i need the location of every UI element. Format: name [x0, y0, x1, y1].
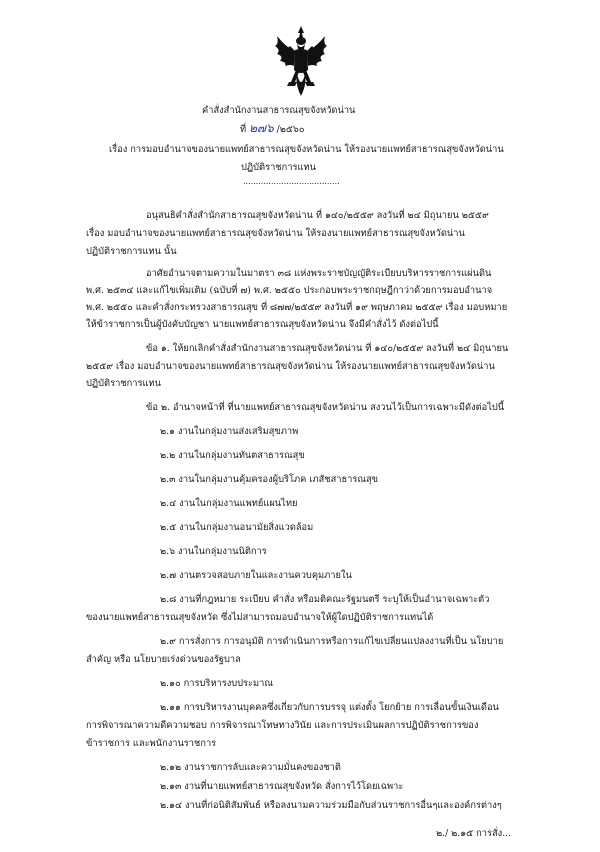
list-item: ๒.๓ งานในกลุ่มงานคุ้มครองผู้บริโภค เภสัชสาธารณสุข	[160, 474, 379, 485]
list-item: ๒.๗ งานตรวจสอบภายในและงานควบคุมภายใน	[160, 570, 352, 581]
list-item: ๒.๒ งานในกลุ่มงานทันตสาธารณสุข	[160, 450, 305, 461]
garuda-emblem-icon	[271, 24, 331, 100]
order-number	[240, 122, 305, 136]
list-item: ๒.๖ งานในกลุ่มงานนิติการ	[160, 546, 267, 557]
para2-line2: พ.ศ. ๒๕๓๔ และแก้ไขเพิ่มเติม (ฉบับที่ ๗) พ.ศ. ๒๕๕๐ ประกอบพระราชกฤษฎีกาว่าด้วยการมอบอำนาจ	[86, 285, 493, 296]
clause1-line1: ข้อ ๑. ให้ยกเลิกคำสั่งสำนักงานสาธารณสุขจังหวัดน่าน ที่ ๑๔๐/๒๕๕๙ ลงวันที่ ๒๔ มิถุนายน	[146, 343, 509, 354]
list-item: ๒.๙ การสั่งการ การอนุมัติ การดำเนินการหรือการแก้ไขเปลี่ยนแปลงงานที่เป็น นโยบาย	[160, 636, 504, 647]
order-number-suffix: /๒๕๖๐	[276, 124, 305, 135]
org-line: คำสั่งสำนักงานสาธารณสุขจังหวัดน่าน	[202, 105, 356, 116]
list-item: ๒.๑ งานในกลุ่มงานส่งเสริมสุขภาพ	[160, 426, 299, 437]
order-number-handwritten: ๒๗๖	[249, 121, 274, 135]
list-item-cont: การพิจารณาความดีความชอบ การพิจารณาโทษทางวินัย และการประเมินผลการปฏิบัติราชการของ	[86, 720, 479, 731]
list-item-cont: สำคัญ หรือ นโยบายเร่งด่วนของรัฐบาล	[86, 654, 241, 665]
para2-line1: อาศัยอำนาจตามความในมาตรา ๓๘ แห่งพระราชบัญญัติระเบียบบริหารราชการแผ่นดิน	[146, 268, 492, 279]
list-item: ๒.๑๒ งานราชการลับและความมั่นคงของชาติ	[160, 762, 341, 773]
subject-line-1: เรื่อง การมอบอำนาจของนายแพทย์สาธารณสุขจังหวัดน่าน ให้รองนายแพทย์สาธารณสุขจังหวัดน่าน	[109, 144, 504, 155]
para1-line3: ปฏิบัติราชการแทน นั้น	[86, 246, 177, 257]
list-item-cont: ข้าราชการ และพนักงานราชการ	[86, 738, 217, 749]
clause1-line3: ปฏิบัติราชการแทน	[86, 378, 161, 389]
clause1-line2: ๒๕๕๙ เรื่อง มอบอำนาจของนายแพทย์สาธารณสุขจังหวัดน่าน ให้รองนายแพทย์สาธารณสุขจังหวัดน่าน	[86, 361, 495, 372]
order-number-label: ที่	[240, 124, 247, 135]
list-item: ๒.๔ งานในกลุ่มงานแพทย์แผนไทย	[160, 498, 298, 509]
list-item: ๒.๑๐ การบริหารงบประมาณ	[160, 678, 273, 689]
subject-line-2: ปฏิบัติราชการแทน	[241, 162, 316, 173]
continuation-note: ๒./ ๒.๑๕ การสั่ง...	[436, 828, 512, 839]
para1-line1: อนุสนธิคำสั่งสำนักสาธารณสุขจังหวัดน่าน ที่ ๑๔๐/๒๕๕๙ ลงวันที่ ๒๔ มิถุนายน ๒๕๕๙	[146, 210, 489, 221]
list-item-cont: ของนายแพทย์สาธารณสุขจังหวัด ซึ่งไม่สามารถมอบอำนาจให้ผู้ใดปฏิบัติราชการแทนได้	[86, 612, 434, 623]
para1-line2: เรื่อง มอบอำนาจของนายแพทย์สาธารณสุขจังหวัดน่าน ให้รองนายแพทย์สาธารณสุขจังหวัดน่าน	[86, 228, 465, 239]
list-item: ๒.๑๑ การบริหารงานบุคคลซึ่งเกี่ยวกับการบรรจุ แต่งตั้ง โยกย้าย การเลื่อนขั้นเงินเดือน	[160, 702, 499, 713]
clause2-intro: ข้อ ๒. อำนาจหน้าที่ ที่นายแพทย์สาธารณสุขจังหวัดน่าน สงวนไว้เป็นการเฉพาะมีดังต่อไปนี้	[146, 402, 505, 413]
list-item: ๒.๑๔ งานที่ก่อนิติสัมพันธ์ หรือลงนามความร่วมมือกับส่วนราชการอื่นๆและองค์กรต่างๆ	[160, 800, 502, 811]
separator-dots: ......................................	[243, 177, 340, 186]
para2-line3: พ.ศ. ๒๕๕๐ และคำสั่งกระทรวงสาธารณสุข ที่ ๘๗๗/๒๕๕๙ ลงวันที่ ๑๙ พฤษภาคม ๒๕๕๙ เรื่อง มอบหมาย	[86, 302, 508, 313]
list-item: ๒.๕ งานในกลุ่มงานอนามัยสิ่งแวดล้อม	[160, 522, 314, 533]
list-item: ๒.๘ งานที่กฎหมาย ระเบียบ คำสั่ง หรือมติคณะรัฐมนตรี ระบุให้เป็นอำนาจเฉพาะตัว	[160, 594, 490, 605]
para2-line4: ให้ข้าราชการเป็นผู้บังคับบัญชา นายแพทย์สาธารณสุขจังหวัดน่าน จึงมีคำสั่งไว้ ดังต่อไปนี้	[86, 319, 439, 330]
list-item: ๒.๑๓ งานที่นายแพทย์สาธารณสุขจังหวัด สั่งการไว้โดยเฉพาะ	[160, 781, 404, 792]
